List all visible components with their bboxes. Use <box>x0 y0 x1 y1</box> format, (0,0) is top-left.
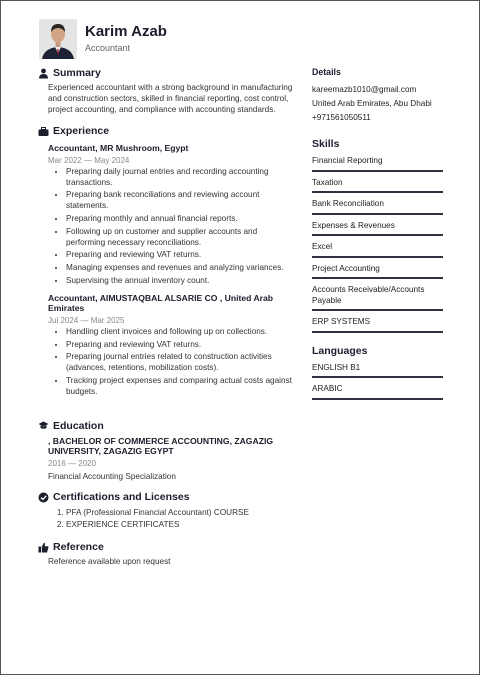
language-item: ARABIC <box>312 384 443 400</box>
languages-list <box>312 363 443 400</box>
job-entry <box>38 143 298 286</box>
list-item: • Following up on customer and supplier accounts and performing necessary reconciliations. <box>66 227 298 249</box>
job-entry <box>38 293 298 398</box>
skills-heading: Skills <box>312 138 340 150</box>
reference-text: Reference available upon request <box>48 557 171 567</box>
side-column <box>312 67 443 406</box>
briefcase-icon <box>38 126 49 137</box>
list-item: • Preparing bank reconciliations and reviewing account statements. <box>66 190 298 212</box>
skill-item: Excel <box>312 242 443 258</box>
check-circle-icon <box>38 492 49 503</box>
experience-heading-label: Experience <box>53 125 110 138</box>
list-item: • Handling client invoices and following up on collections. <box>66 327 298 338</box>
list-item: • Managing expenses and revenues and analyzing variances. <box>66 263 298 274</box>
education-heading <box>38 420 298 432</box>
avatar <box>39 19 77 59</box>
summary-text: Experienced accountant with a strong background in manufacturing and construction sectors, skilled in financial reporting, cost control, project accounting, and compliance with accounting standards. <box>48 83 293 114</box>
education-heading-label: Education <box>53 419 104 432</box>
skills-list <box>312 156 443 333</box>
candidate-title: Accountant <box>85 43 131 53</box>
phone-text: +971561050511 <box>312 113 371 122</box>
list-item: 2. EXPERIENCE CERTIFICATES <box>66 519 298 531</box>
job-bullets <box>38 327 298 398</box>
certifications-list <box>38 507 298 531</box>
education-dates: 2016 — 2020 <box>48 458 97 468</box>
candidate-name: Karim Azab <box>85 23 167 40</box>
skill-item: Project Accounting <box>312 264 443 280</box>
summary-heading <box>38 67 298 79</box>
graduation-cap-icon <box>38 420 49 431</box>
skill-item: Financial Reporting <box>312 156 443 172</box>
list-item: • Preparing monthly and annual financial reports. <box>66 214 298 225</box>
languages-heading: Languages <box>312 344 368 357</box>
skill-item: Taxation <box>312 178 443 194</box>
experience-heading <box>38 125 298 137</box>
reference-heading-label: Reference <box>53 541 104 554</box>
resume-header <box>39 19 439 59</box>
list-item: • Preparing and reviewing VAT returns. <box>66 340 298 351</box>
list-item: • Supervising the annual inventory count. <box>66 276 298 287</box>
certifications-heading-label: Certifications and Licenses <box>53 491 190 504</box>
list-item: • Preparing and reviewing VAT returns. <box>66 250 298 261</box>
job-title: Accountant, AIMUSTAQBAL ALSARIE CO , United Arab Emirates <box>48 292 274 314</box>
email-text: kareemazb1010@gmail.com <box>312 85 417 94</box>
skill-item: ERP SYSTEMS <box>312 317 443 333</box>
list-item: • Preparing journal entries related to construction activities (advances, retentions, mobilization costs). <box>66 352 298 374</box>
skill-item: Expenses & Revenues <box>312 221 443 237</box>
main-column <box>38 67 298 568</box>
reference-heading <box>38 541 298 553</box>
job-dates: Mar 2022 — May 2024 <box>48 155 130 165</box>
job-bullets <box>38 167 298 287</box>
details-heading: Details <box>312 67 341 77</box>
summary-heading-label: Summary <box>53 67 101 79</box>
list-item: • Tracking project expenses and comparing actual costs against budgets. <box>66 376 298 398</box>
certifications-heading <box>38 491 298 503</box>
degree-title: , BACHELOR OF COMMERCE ACCOUNTING, ZAGAZIG UNIVERSITY, ZAGAZIG EGYPT <box>48 435 274 457</box>
job-title: Accountant, MR Mushroom, Egypt <box>48 143 189 154</box>
education-detail: Financial Accounting Specialization <box>48 471 176 481</box>
skill-item: Bank Reconciliation <box>312 199 443 215</box>
list-item: 1. PFA (Professional Financial Accountant) COURSE <box>66 507 298 519</box>
list-item: • Preparing daily journal entries and recording accounting transactions. <box>66 167 298 189</box>
skill-item: Accounts Receivable/Accounts Payable <box>312 285 443 311</box>
person-icon <box>38 68 49 79</box>
language-item: ENGLISH B1 <box>312 363 443 379</box>
job-dates: Jul 2024 — Mar 2025 <box>48 315 125 325</box>
location-text: United Arab Emirates, Abu Dhabi <box>312 99 432 108</box>
thumbs-up-icon <box>38 542 49 553</box>
